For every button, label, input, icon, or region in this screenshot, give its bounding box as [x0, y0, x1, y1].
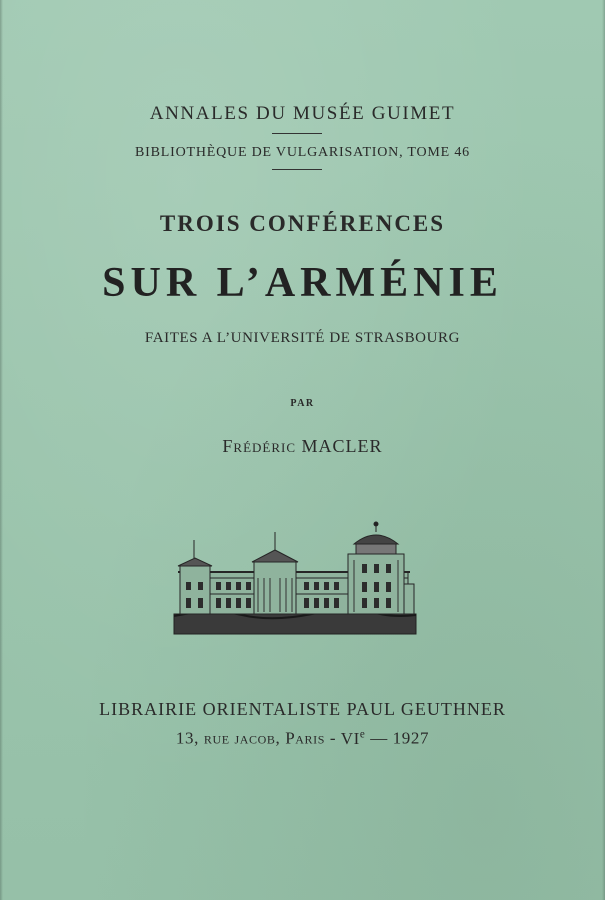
by-label: PAR	[290, 398, 315, 409]
series-rule-top	[272, 133, 322, 134]
address-city: Paris	[285, 728, 326, 748]
book-subtitle: FAITES A L’UNIVERSITÉ DE STRASBOURG	[144, 330, 461, 346]
address-dash: —	[370, 728, 388, 748]
author-last-name: MACLER	[301, 436, 383, 456]
book-pretitle: TROIS CONFÉRENCES	[159, 211, 446, 236]
collection-title: BIBLIOTHÈQUE DE VULGARISATION, TOME 46	[135, 145, 470, 160]
address-street: rue jacob,	[203, 728, 281, 748]
publisher-name: LIBRAIRIE ORIENTALISTE PAUL GEUTHNER	[99, 699, 506, 719]
address-number: 13,	[175, 728, 199, 748]
publication-year: 1927	[392, 728, 430, 748]
book-title: SUR L’ARMÉNIE	[102, 260, 503, 306]
publisher-address	[0, 728, 605, 749]
author-first-name: Frédéric	[222, 436, 297, 456]
series-title: ANNALES DU MUSÉE GUIMET	[149, 103, 456, 124]
palace-building-icon	[172, 520, 418, 636]
author-name	[0, 436, 605, 457]
address-separator: -	[329, 728, 337, 748]
address-arrondissement: VIe	[340, 728, 366, 748]
series-rule-bottom	[272, 169, 322, 170]
